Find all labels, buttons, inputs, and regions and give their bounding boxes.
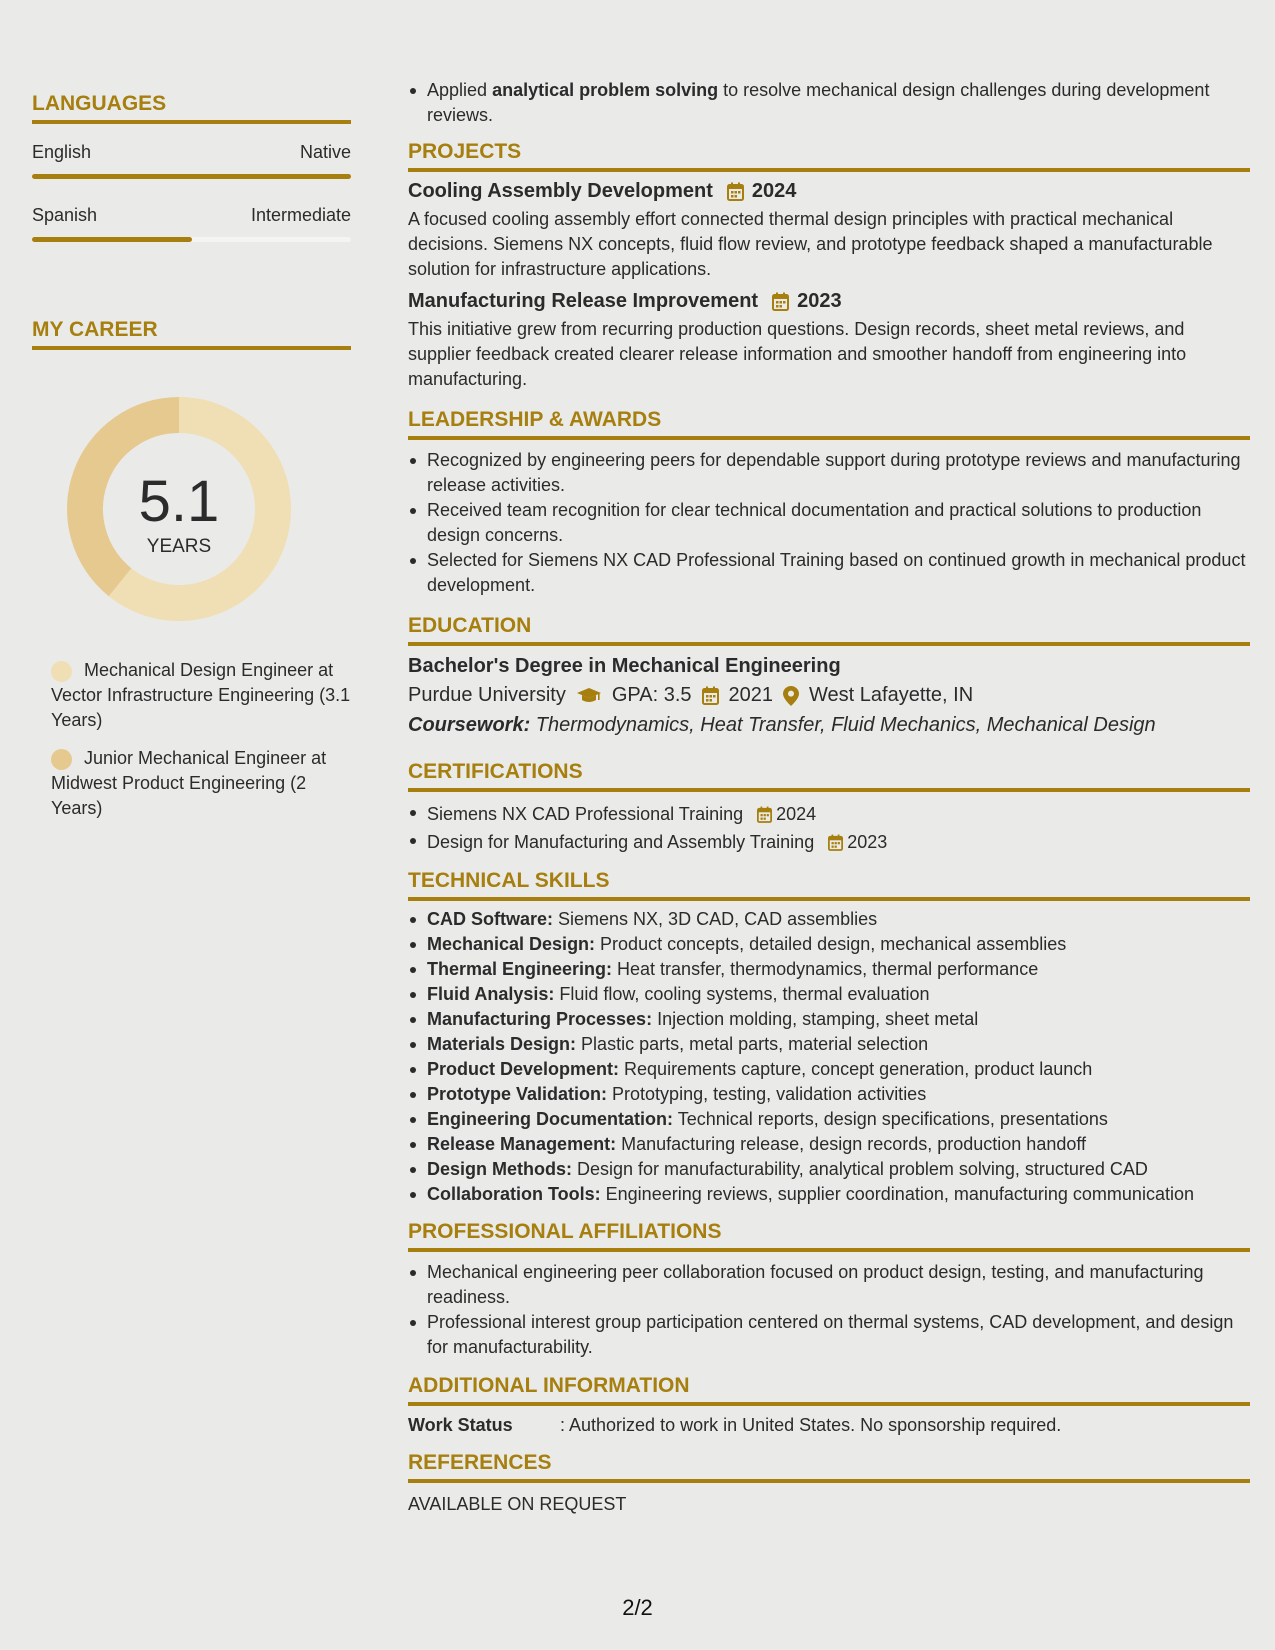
- language-name: Spanish: [32, 205, 98, 225]
- degree-title: Bachelor's Degree in Mechanical Engineering: [408, 655, 841, 677]
- skill-item: [408, 932, 1250, 957]
- skill-values: Design for manufacturability, analytical problem solving, structured CAD: [572, 1159, 1148, 1179]
- project-description: A focused cooling assembly effort connected thermal design principles with practical mechanical decisions. Siemens NX concepts, fluid flow review, and prototype feedback shaped a manufacturable solution for infrastructure applications.: [408, 209, 1213, 279]
- calendar-icon: [772, 292, 789, 311]
- skill-item: [408, 1007, 1250, 1032]
- skill-category: Release Management:: [427, 1134, 617, 1154]
- career-legend: [32, 658, 351, 821]
- skill-category: Fluid Analysis:: [427, 984, 555, 1004]
- project-name: Manufacturing Release Improvement: [408, 290, 759, 312]
- skill-values: Heat transfer, thermodynamics, thermal performance: [612, 959, 1039, 979]
- education-year: 2021: [728, 684, 774, 706]
- career-role-label: Junior Mechanical Engineer at Midwest Product Engineering (2 Years): [51, 748, 327, 818]
- skill-item: [408, 1157, 1250, 1182]
- skill-item: [408, 1082, 1250, 1107]
- certification-name: Design for Manufacturing and Assembly Training: [427, 832, 815, 852]
- career-total-unit: YEARS: [146, 536, 212, 557]
- coursework-list: Thermodynamics, Heat Transfer, Fluid Mechanics, Mechanical Design: [530, 714, 1156, 736]
- project-year: 2024: [751, 180, 797, 202]
- language-level: Native: [299, 142, 351, 162]
- education-location: West Lafayette, IN: [809, 684, 974, 706]
- skill-item: [408, 1107, 1250, 1132]
- skill-category: Engineering Documentation:: [427, 1109, 674, 1129]
- skill-category: Materials Design:: [427, 1034, 577, 1054]
- skill-item: [408, 907, 1250, 932]
- map-pin-icon: [783, 686, 799, 706]
- skills-title: TECHNICAL SKILLS: [408, 869, 1250, 901]
- page-number: 2/2: [622, 1595, 653, 1620]
- skill-values: Engineering reviews, supplier coordination, manufacturing communication: [600, 1184, 1194, 1204]
- skill-category: Design Methods:: [427, 1159, 573, 1179]
- certification-name: Siemens NX CAD Professional Training: [427, 804, 744, 824]
- skill-values: Manufacturing release, design records, production handoff: [616, 1134, 1087, 1154]
- skills-list: [408, 907, 1250, 1207]
- references-title: REFERENCES: [408, 1451, 1250, 1483]
- project-description: This initiative grew from recurring production questions. Design records, sheet metal reviews, and supplier feedback created clearer release information and smoother handoff from engineering into manufacturing.: [408, 319, 1187, 389]
- certification-year: 2024: [776, 804, 817, 824]
- references-text: AVAILABLE ON REQUEST: [408, 1494, 627, 1514]
- language-proficiency-bar: [32, 174, 351, 179]
- skill-item: [408, 1032, 1250, 1057]
- skill-item: [408, 1132, 1250, 1157]
- project-name: Cooling Assembly Development: [408, 180, 713, 202]
- skill-values: Technical reports, design specifications, presentations: [673, 1109, 1108, 1129]
- skill-category: Collaboration Tools:: [427, 1184, 601, 1204]
- education-title: EDUCATION: [408, 614, 1250, 646]
- career-donut-chart: [66, 396, 292, 622]
- affiliations-title: PROFESSIONAL AFFILIATIONS: [408, 1220, 1250, 1252]
- work-status-label: Work Status: [408, 1415, 513, 1435]
- affiliations-list: [408, 1260, 1250, 1360]
- certification-item: [408, 828, 1250, 856]
- skill-category: Product Development:: [427, 1059, 620, 1079]
- language-level: Intermediate: [250, 205, 351, 225]
- legend-dot: [51, 661, 72, 682]
- skill-values: Requirements capture, concept generation, product launch: [619, 1059, 1093, 1079]
- skill-item: [408, 957, 1250, 982]
- project-item: [408, 290, 1250, 392]
- certification-year: 2023: [847, 832, 888, 852]
- skill-values: Prototyping, testing, validation activities: [607, 1084, 927, 1104]
- project-item: [408, 180, 1250, 282]
- projects-title: PROJECTS: [408, 140, 1250, 172]
- experience-bullets: [408, 78, 1250, 128]
- skill-category: Mechanical Design:: [427, 934, 596, 954]
- language-item: [32, 142, 351, 179]
- certifications-list: [408, 800, 1250, 856]
- certification-item: [408, 800, 1250, 828]
- bullet-text: to resolve mechanical design challenges during development reviews.: [427, 80, 1210, 125]
- experience-bullet: [408, 78, 1250, 128]
- career-legend-item: [51, 658, 351, 733]
- legend-dot: [51, 749, 72, 770]
- additional-title: ADDITIONAL INFORMATION: [408, 1374, 1250, 1406]
- career-role-label: Mechanical Design Engineer at Vector Infrastructure Engineering (3.1 Years): [51, 660, 351, 730]
- language-item: [32, 205, 351, 242]
- leadership-list: [408, 448, 1250, 598]
- calendar-icon: [702, 686, 719, 705]
- language-proficiency-fill: [32, 237, 192, 242]
- languages-title: LANGUAGES: [32, 92, 351, 124]
- skill-values: Fluid flow, cooling systems, thermal evaluation: [554, 984, 930, 1004]
- skill-category: CAD Software:: [427, 909, 554, 929]
- calendar-icon: [828, 834, 843, 851]
- skill-category: Manufacturing Processes:: [427, 1009, 653, 1029]
- skill-item: [408, 982, 1250, 1007]
- calendar-icon: [727, 182, 744, 201]
- affiliation-item: Professional interest group participation centered on thermal systems, CAD development, and design for manufacturability.: [408, 1310, 1250, 1360]
- career-total-years: 5.1: [138, 469, 220, 534]
- certifications-title: CERTIFICATIONS: [408, 760, 1250, 792]
- calendar-icon: [757, 806, 772, 823]
- work-status-value: : Authorized to work in United States. No sponsorship required.: [560, 1415, 1062, 1435]
- skill-category: Prototype Validation:: [427, 1084, 608, 1104]
- sidebar: [32, 92, 351, 834]
- main-content: [408, 78, 1250, 1515]
- project-year: 2023: [797, 290, 842, 312]
- skill-values: Plastic parts, metal parts, material selection: [576, 1034, 929, 1054]
- affiliation-item: Mechanical engineering peer collaboration focused on product design, testing, and manufacturing readiness.: [408, 1260, 1250, 1310]
- language-proficiency-bar: [32, 237, 351, 242]
- leadership-item: Received team recognition for clear technical documentation and practical solutions to production design concerns.: [408, 498, 1250, 548]
- career-title: MY CAREER: [32, 318, 351, 350]
- skill-item: [408, 1057, 1250, 1082]
- skill-values: Siemens NX, 3D CAD, CAD assemblies: [553, 909, 878, 929]
- coursework: [408, 714, 1250, 737]
- bullet-bold: analytical problem solving: [492, 80, 719, 100]
- work-status: [408, 1415, 1250, 1436]
- leadership-title: LEADERSHIP & AWARDS: [408, 408, 1250, 440]
- skill-values: Product concepts, detailed design, mechanical assemblies: [595, 934, 1067, 954]
- coursework-label: Coursework:: [408, 714, 531, 736]
- education-gpa: GPA: 3.5: [611, 684, 692, 706]
- language-name: English: [32, 142, 92, 162]
- bullet-text: Applied: [427, 80, 493, 100]
- skill-category: Thermal Engineering:: [427, 959, 613, 979]
- education-meta: [408, 684, 1250, 707]
- graduation-cap-icon: [576, 687, 602, 705]
- skill-values: Injection molding, stamping, sheet metal: [652, 1009, 979, 1029]
- skill-item: [408, 1182, 1250, 1207]
- school-name: Purdue University: [408, 684, 566, 706]
- career-legend-item: [51, 746, 351, 821]
- leadership-item: Selected for Siemens NX CAD Professional Training based on continued growth in mechanical product development.: [408, 548, 1250, 598]
- leadership-item: Recognized by engineering peers for dependable support during prototype reviews and manufacturing release activities.: [408, 448, 1250, 498]
- language-proficiency-fill: [32, 174, 351, 179]
